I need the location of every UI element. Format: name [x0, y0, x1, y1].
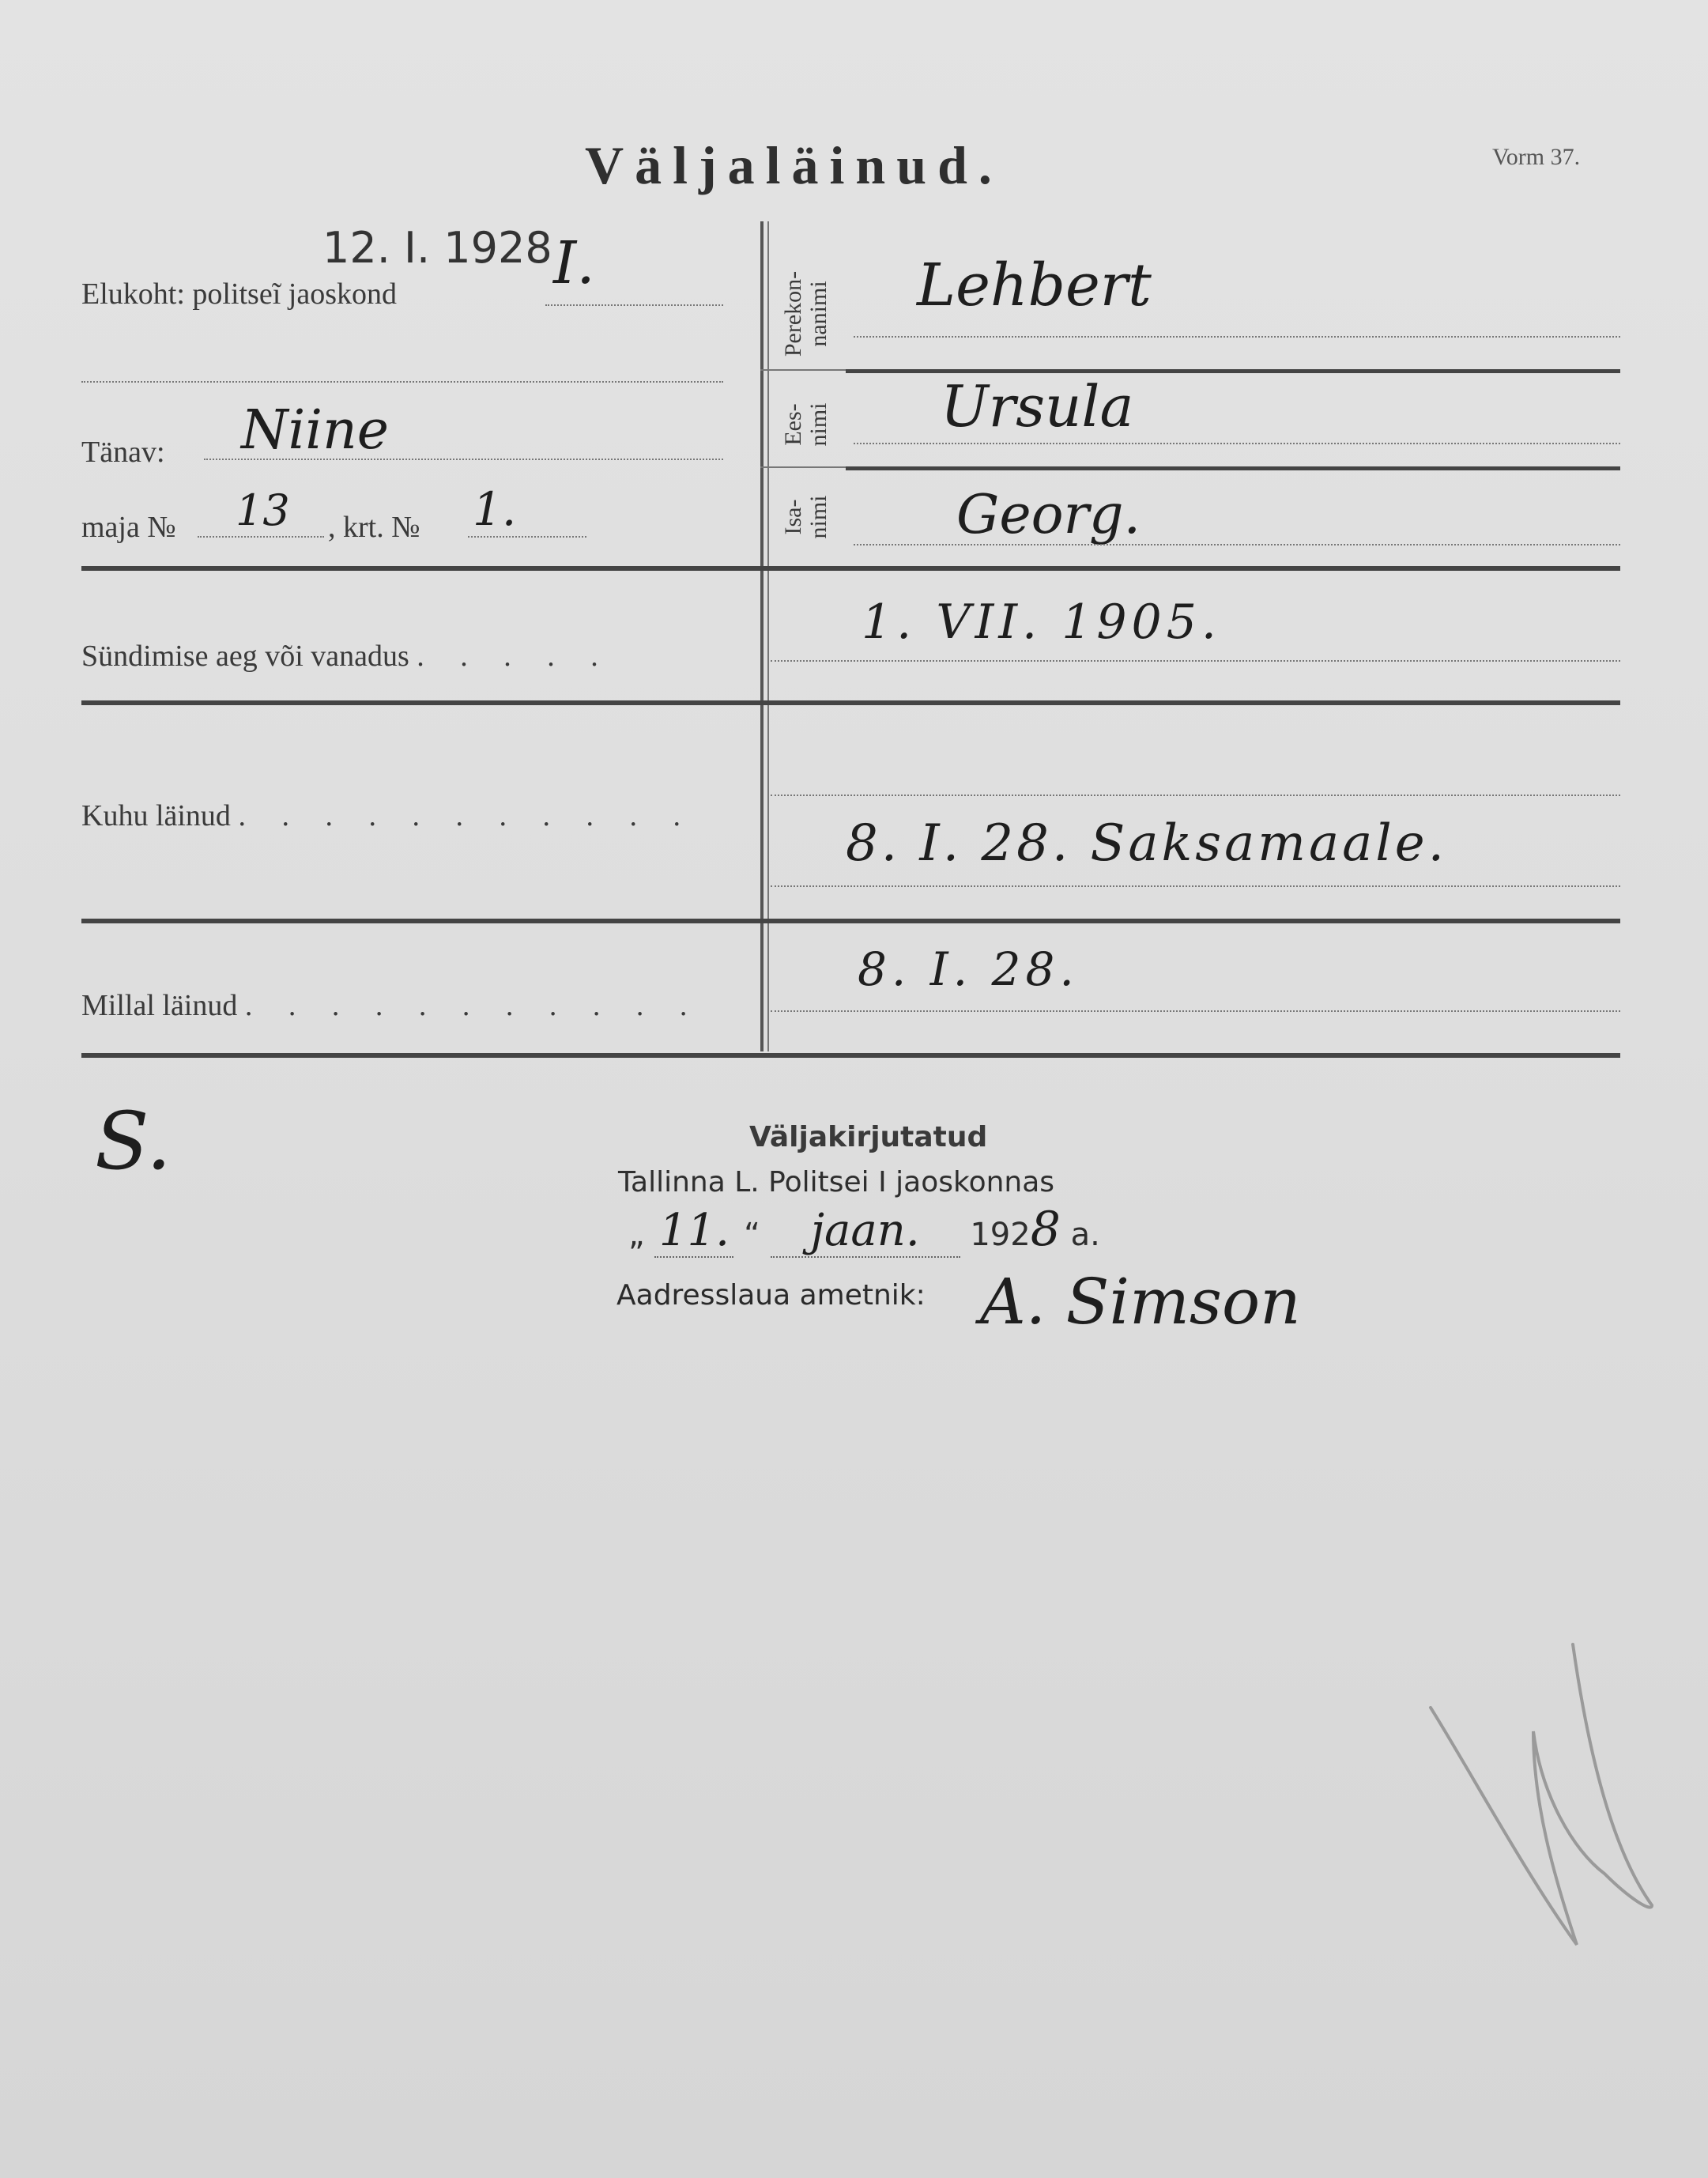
- departure-label: [81, 988, 701, 1023]
- father-name-line: [854, 544, 1620, 545]
- destination-value: 8. I. 28. Saksamaale.: [846, 814, 1447, 873]
- official-signature: A. Simson: [980, 1265, 1301, 1338]
- destination-line-1: [771, 795, 1620, 796]
- stamp-line-1: Väljakirjutatud: [749, 1121, 988, 1153]
- krt-line: [468, 536, 586, 538]
- surname-label: [781, 259, 831, 369]
- house-number-value: 13: [236, 485, 290, 535]
- departure-date-value: 8. I. 28.: [858, 942, 1079, 996]
- first-name-line: [854, 443, 1620, 444]
- surname-value: Lehbert: [917, 251, 1152, 319]
- stamp-year-prefix: 192: [970, 1217, 1031, 1253]
- stamp-official-label: Aadresslaua ametnik:: [616, 1279, 926, 1312]
- departure-line: [771, 1010, 1620, 1012]
- stamp-day: 11.: [654, 1205, 733, 1258]
- column-divider-inner: [767, 221, 769, 1051]
- birth-label-text: Sündimise aeg või vanadus: [81, 640, 409, 673]
- father-name-label-line1: Isa-: [780, 499, 806, 535]
- father-name-label-line2: nimi: [805, 495, 831, 539]
- elukoht-line-2: [81, 381, 723, 383]
- stamp-month: jaan.: [771, 1205, 960, 1258]
- first-name-rule: [846, 466, 1620, 470]
- stamp-line-2: Tallinna L. Politsei I jaoskonnas: [618, 1166, 1055, 1198]
- stamp-year-digit: 8: [1030, 1202, 1061, 1257]
- street-value: Niine: [241, 399, 390, 462]
- section-rule-1: [81, 566, 1620, 571]
- first-name-label: [781, 393, 831, 456]
- surname-rule-left: [760, 369, 846, 371]
- form-number: Vorm 37.: [1492, 144, 1581, 170]
- birth-line: [771, 660, 1620, 662]
- stamp-quote-close: “: [744, 1217, 760, 1253]
- pencil-mark: [1415, 1613, 1676, 1961]
- destination-line-2: [771, 885, 1620, 887]
- surname-label-line2: nanimi: [805, 281, 831, 347]
- first-name-value: Ursula: [941, 373, 1134, 440]
- destination-label: [81, 798, 695, 833]
- section-rule-4: [81, 1053, 1620, 1058]
- birth-label-dots: . . . . .: [417, 640, 613, 673]
- birth-label: [81, 639, 613, 674]
- stamp-quote-open: „: [628, 1217, 645, 1253]
- section-rule-3: [81, 919, 1620, 923]
- father-name-label: [781, 485, 831, 549]
- surname-label-line1: Perekon-: [780, 270, 806, 357]
- pencil-stroke: [1431, 1644, 1652, 1945]
- destination-label-text: Kuhu läinud: [81, 799, 231, 832]
- first-name-label-line2: nimi: [805, 402, 831, 447]
- stamp-date: 12. I. 1928: [322, 223, 552, 273]
- section-rule-2: [81, 700, 1620, 705]
- column-divider: [760, 221, 764, 1051]
- stamp-year-suffix: a.: [1070, 1217, 1100, 1253]
- maja-label: maja №: [81, 511, 176, 544]
- form-title: Väljaläinud.: [585, 135, 1003, 195]
- maja-line: [198, 536, 324, 538]
- father-name-value: Georg.: [956, 484, 1141, 546]
- surname-line: [854, 336, 1620, 338]
- s-mark: S.: [95, 1095, 172, 1187]
- first-name-rule-left: [760, 466, 846, 468]
- stamp-date-row: [628, 1202, 1100, 1258]
- first-name-label-line1: Ees-: [780, 403, 806, 446]
- tanav-label: Tänav:: [81, 436, 165, 469]
- apartment-number-value: 1.: [473, 482, 517, 536]
- elukoht-label: Elukoht: politseĩ jaoskond: [81, 277, 397, 311]
- birth-date-value: 1. VII. 1905.: [862, 595, 1221, 650]
- elukoht-line: [545, 304, 723, 306]
- departure-label-text: Millal läinud: [81, 989, 238, 1022]
- jaoskond-value: I.: [553, 229, 595, 297]
- destination-label-dots: . . . . . . . . . . .: [238, 799, 695, 832]
- departure-label-dots: . . . . . . . . . . .: [244, 989, 702, 1022]
- krt-label: , krt. №: [328, 511, 420, 544]
